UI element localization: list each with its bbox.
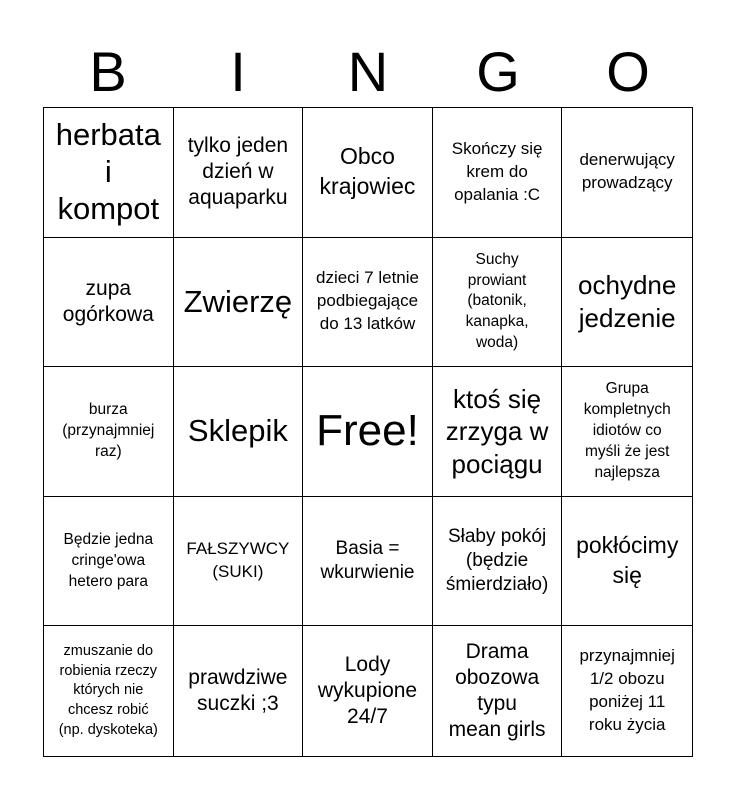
bingo-cell-r5-c3[interactable]: Lody wykupione 24/7 bbox=[303, 626, 433, 756]
bingo-cell-r3-c5[interactable]: Grupa kompletnych idiotów co myśli że jest najlepsza bbox=[562, 367, 692, 497]
bingo-cell-r4-c2[interactable]: FAŁSZYWCY (SUKI) bbox=[174, 497, 304, 627]
bingo-cell-r2-c1[interactable]: zupa ogórkowa bbox=[44, 238, 174, 368]
bingo-cell-free[interactable]: Free! bbox=[303, 367, 433, 497]
bingo-cell-r3-c1[interactable]: burza (przynajmniej raz) bbox=[44, 367, 174, 497]
header-letter-g: G bbox=[476, 40, 520, 103]
bingo-cell-r2-c3[interactable]: dzieci 7 letnie podbiegające do 13 latków bbox=[303, 238, 433, 368]
bingo-cell-r2-c2[interactable]: Zwierzę bbox=[174, 238, 304, 368]
bingo-cell-r2-c4[interactable]: Suchy prowiant (batonik, kanapka, woda) bbox=[433, 238, 563, 368]
bingo-cell-r2-c5[interactable]: ochydne jedzenie bbox=[562, 238, 692, 368]
header-letter-i: I bbox=[230, 40, 246, 103]
bingo-cell-r1-c2[interactable]: tylko jeden dzień w aquaparku bbox=[174, 108, 304, 238]
header-letter-n: N bbox=[347, 40, 389, 103]
bingo-cell-r1-c1[interactable]: herbata i kompot bbox=[44, 108, 174, 238]
bingo-grid bbox=[43, 107, 693, 757]
bingo-cell-r5-c2[interactable]: prawdziwe suczki ;3 bbox=[174, 626, 304, 756]
bingo-cell-r4-c1[interactable]: Będzie jedna cringe'owa hetero para bbox=[44, 497, 174, 627]
header-letter-b: B bbox=[89, 40, 127, 103]
bingo-cell-r4-c3[interactable]: Basia = wkurwienie bbox=[303, 497, 433, 627]
bingo-cell-r1-c3[interactable]: Obco krajowiec bbox=[303, 108, 433, 238]
bingo-header bbox=[43, 40, 693, 104]
bingo-cell-r1-c4[interactable]: Skończy się krem do opalania :C bbox=[433, 108, 563, 238]
bingo-cell-r4-c5[interactable]: pokłócimy się bbox=[562, 497, 692, 627]
bingo-cell-r3-c2[interactable]: Sklepik bbox=[174, 367, 304, 497]
bingo-cell-r5-c1[interactable]: zmuszanie do robienia rzeczy których nie chcesz robić (np. dyskoteka) bbox=[44, 626, 174, 756]
header-letter-o: O bbox=[606, 40, 650, 103]
bingo-cell-r3-c4[interactable]: ktoś się zrzyga w pociągu bbox=[433, 367, 563, 497]
bingo-cell-r4-c4[interactable]: Słaby pokój (będzie śmierdziało) bbox=[433, 497, 563, 627]
bingo-cell-r1-c5[interactable]: denerwujący prowadzący bbox=[562, 108, 692, 238]
bingo-cell-r5-c4[interactable]: Drama obozowa typu mean girls bbox=[433, 626, 563, 756]
bingo-cell-r5-c5[interactable]: przynajmniej 1/2 obozu poniżej 11 roku życia bbox=[579, 646, 675, 735]
